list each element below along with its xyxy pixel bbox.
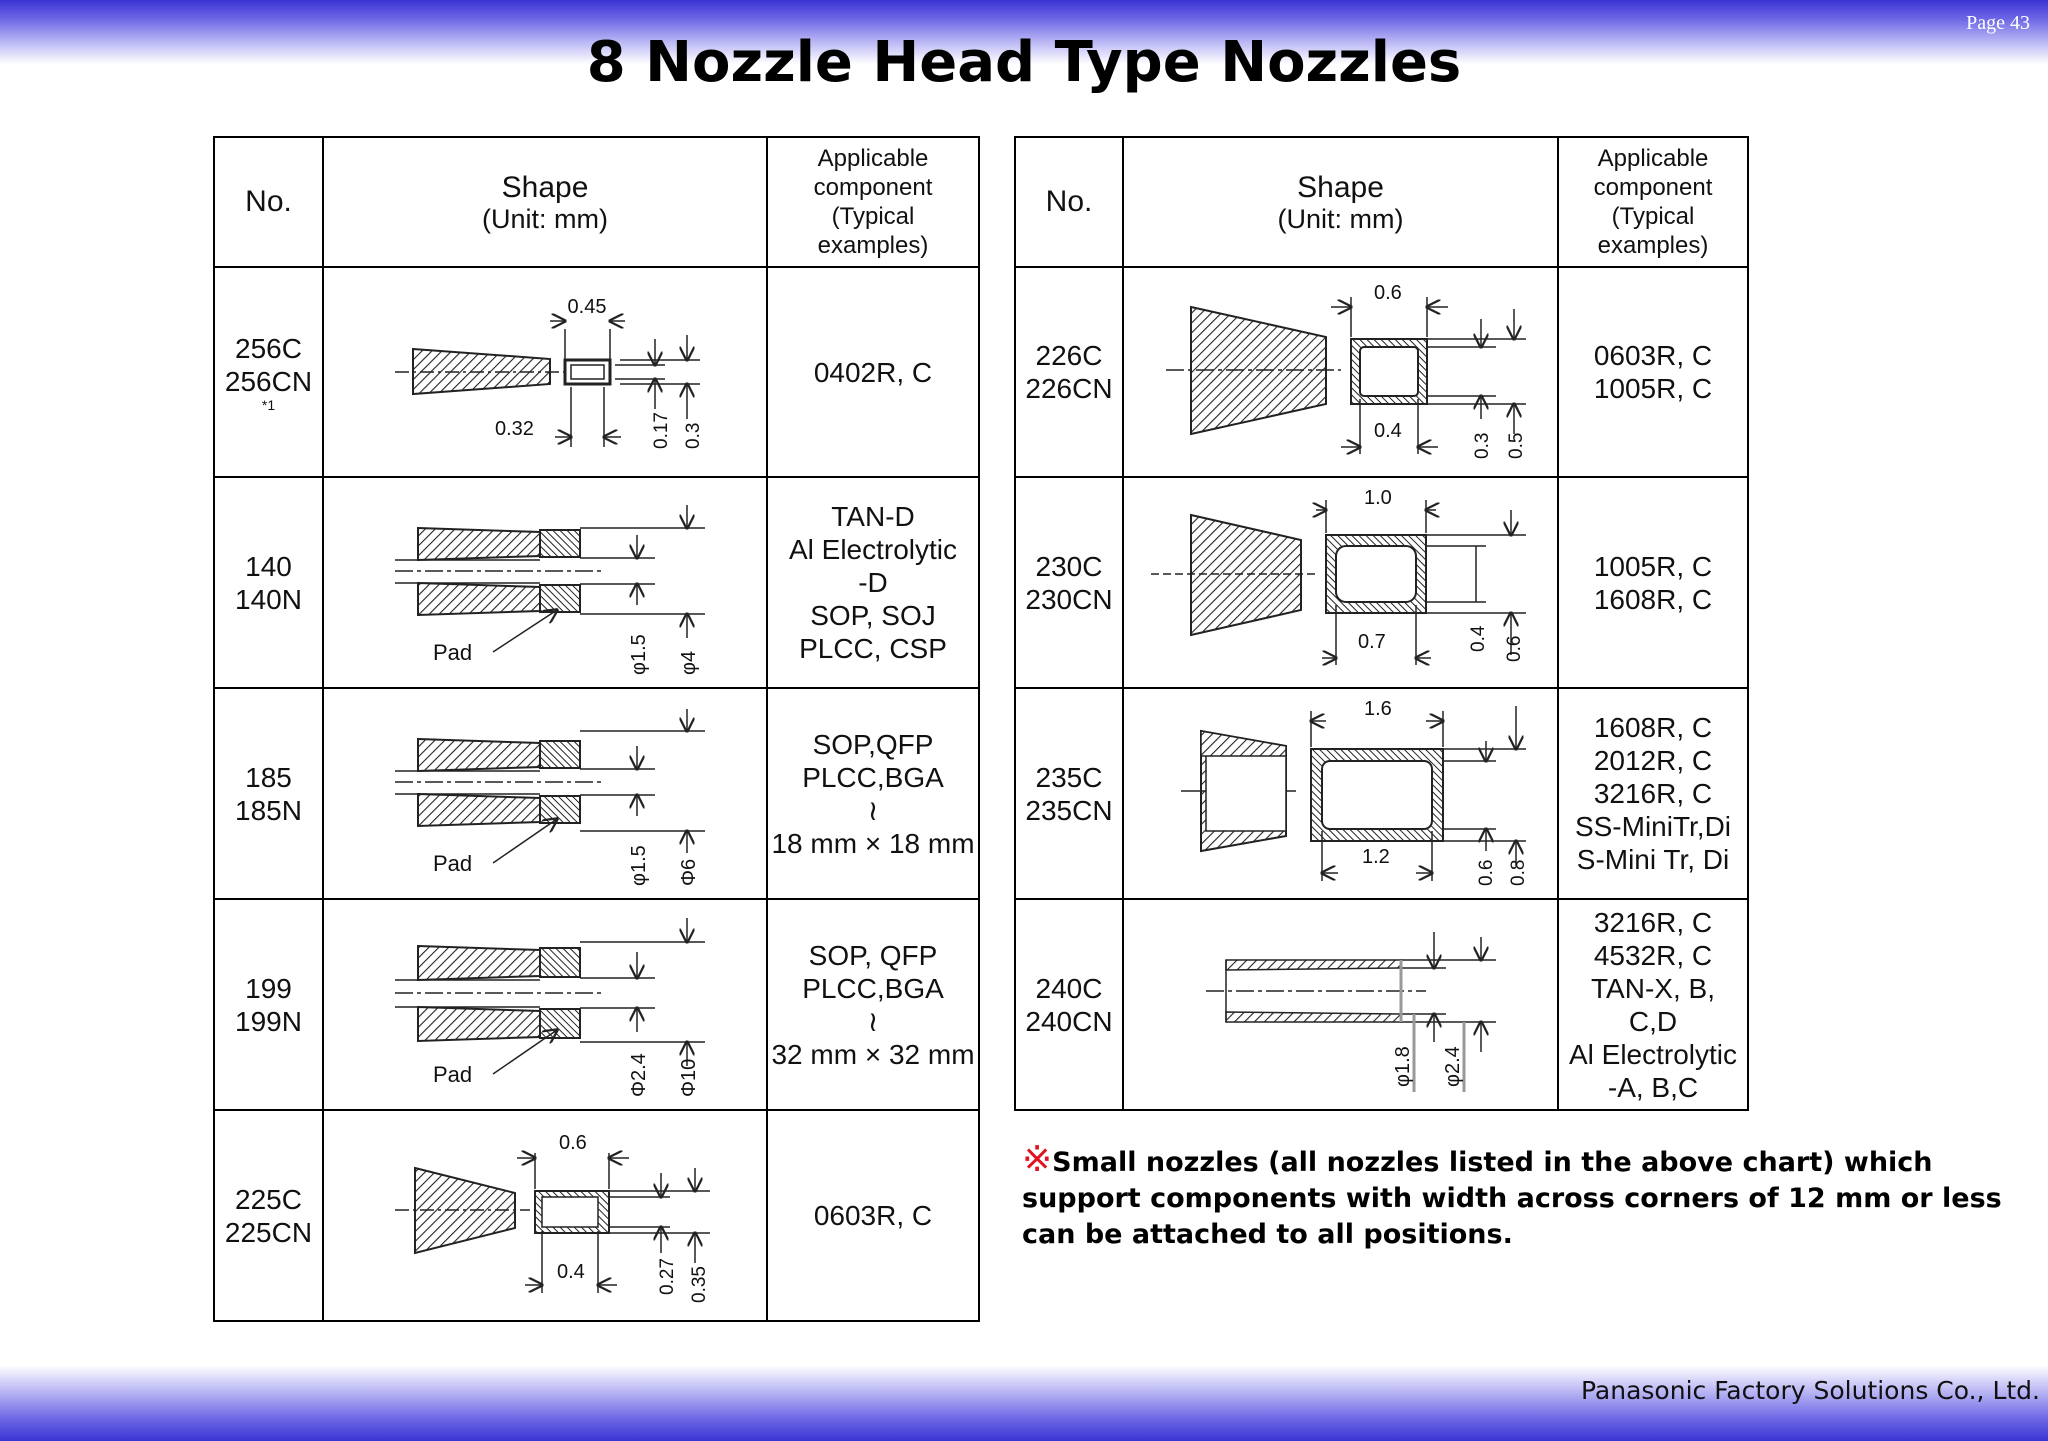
nozzle-number: 256C 256CN *1 [214, 267, 323, 477]
applicable-component: SOP,QFP PLCC,BGA ≀ 18 mm × 18 mm [767, 688, 979, 899]
page-number: Page 43 [1966, 12, 2030, 34]
page-title: 8 Nozzle Head Type Nozzles [586, 30, 1462, 95]
dimension-label: 0.5 [1505, 432, 1527, 459]
dimension-label: 0.7 [1357, 630, 1386, 653]
dimension-label: Φ6 [678, 858, 700, 886]
dimension-label: 0.6 [1373, 282, 1402, 304]
applicable-component: 3216R, C 4532R, C TAN-X, B, C,D Al Electrolytic -A, B,C [1558, 899, 1748, 1110]
applicable-component: TAN-D Al Electrolytic -D SOP, SOJ PLCC, CSP [767, 477, 979, 688]
right-nozzle-table [1014, 136, 1749, 1111]
applicable-component: 1608R, C 2012R, C 3216R, C SS-MiniTr,Di S-Mini Tr, Di [1558, 688, 1748, 899]
table-row [1015, 899, 1748, 1110]
nozzle-number: 225C 225CN [214, 1110, 323, 1321]
nozzle-number: 185 185N [214, 688, 323, 899]
dimension-label: 0.4 [1467, 625, 1489, 652]
nozzle-shape-drawing [323, 899, 767, 1110]
dimension-label: φ2.4 [1441, 1045, 1464, 1087]
nozzle-number: 140 140N [214, 477, 323, 688]
table-header-row [1015, 137, 1748, 267]
dimension-label: Φ10 [678, 1058, 700, 1097]
table-row [214, 899, 979, 1110]
applicable-component: 0402R, C [767, 267, 979, 477]
applicable-component: 0603R, C 1005R, C [1558, 267, 1748, 477]
dimension-label: 1.6 [1363, 697, 1392, 720]
dimension-label: 0.4 [557, 1260, 585, 1283]
pad-label: Pad [433, 639, 473, 665]
footnote [1022, 1139, 2022, 1253]
dimension-label: 0.45 [567, 296, 607, 318]
nozzle-number: 235C 235CN [1015, 688, 1123, 899]
dimension-label: φ4 [678, 650, 700, 675]
table-row [214, 688, 979, 899]
header-no: No. [1015, 137, 1123, 267]
table-row [214, 1110, 979, 1321]
applicable-component: SOP, QFP PLCC,BGA ≀ 32 mm × 32 mm [767, 899, 979, 1110]
reference-mark: ※ [1022, 1139, 1053, 1180]
nozzle-number: 230C 230CN [1015, 477, 1123, 688]
nozzle-shape-drawing [1123, 477, 1558, 688]
table-row [214, 477, 979, 688]
dimension-label: 0.6 [1503, 635, 1525, 662]
nozzle-shape-drawing [323, 477, 767, 688]
nozzle-shape-drawing [323, 1110, 767, 1321]
header-shape: Shape (Unit: mm) [323, 137, 767, 267]
nozzle-shape-drawing [323, 688, 767, 899]
nozzle-shape-drawing [323, 267, 767, 477]
dimension-label: 0.6 [559, 1131, 587, 1154]
dimension-label: 0.6 [1475, 859, 1497, 886]
header-no: No. [214, 137, 323, 267]
nozzle-shape-drawing [1123, 899, 1558, 1110]
dimension-label: φ1.5 [628, 844, 650, 886]
dimension-label: 1.0 [1363, 486, 1392, 509]
nozzle-number: 226C 226CN [1015, 267, 1123, 477]
table-header-row [214, 137, 979, 267]
table-row [1015, 688, 1748, 899]
dimension-label: 0.3 [683, 422, 704, 449]
dimension-label: 0.17 [651, 412, 672, 449]
header-applicable: Applicable component (Typical examples) [1558, 137, 1748, 267]
left-nozzle-table [213, 136, 980, 1322]
dimension-label: Φ2.4 [628, 1052, 650, 1097]
dimension-label: 0.3 [1471, 432, 1493, 459]
pad-label: Pad [433, 850, 473, 876]
applicable-component: 0603R, C [767, 1110, 979, 1321]
dimension-label: 0.27 [657, 1257, 678, 1295]
pad-label: Pad [433, 1061, 473, 1087]
table-row [1015, 267, 1748, 477]
applicable-component: 1005R, C 1608R, C [1558, 477, 1748, 688]
header-shape: Shape (Unit: mm) [1123, 137, 1558, 267]
dimension-label: 0.4 [1373, 420, 1402, 442]
dimension-label: 0.32 [495, 418, 534, 440]
dimension-label: 0.35 [689, 1265, 710, 1303]
dimension-label: φ1.5 [628, 633, 650, 675]
dimension-label: 0.8 [1507, 859, 1529, 886]
nozzle-shape-drawing [1123, 688, 1558, 899]
dimension-label: φ1.8 [1391, 1045, 1414, 1087]
nozzle-number: 199 199N [214, 899, 323, 1110]
nozzle-shape-drawing [1123, 267, 1558, 477]
table-row [1015, 477, 1748, 688]
footnote-text: Small nozzles (all nozzles listed in the above chart) which support components with width across corners of 12 mm or less can be attached to all positions. [1022, 1147, 2002, 1250]
header-applicable: Applicable component (Typical examples) [767, 137, 979, 267]
company-name: Panasonic Factory Solutions Co., Ltd. [1580, 1376, 2040, 1405]
nozzle-number: 240C 240CN [1015, 899, 1123, 1110]
table-row [214, 267, 979, 477]
dimension-label: 1.2 [1361, 845, 1390, 868]
